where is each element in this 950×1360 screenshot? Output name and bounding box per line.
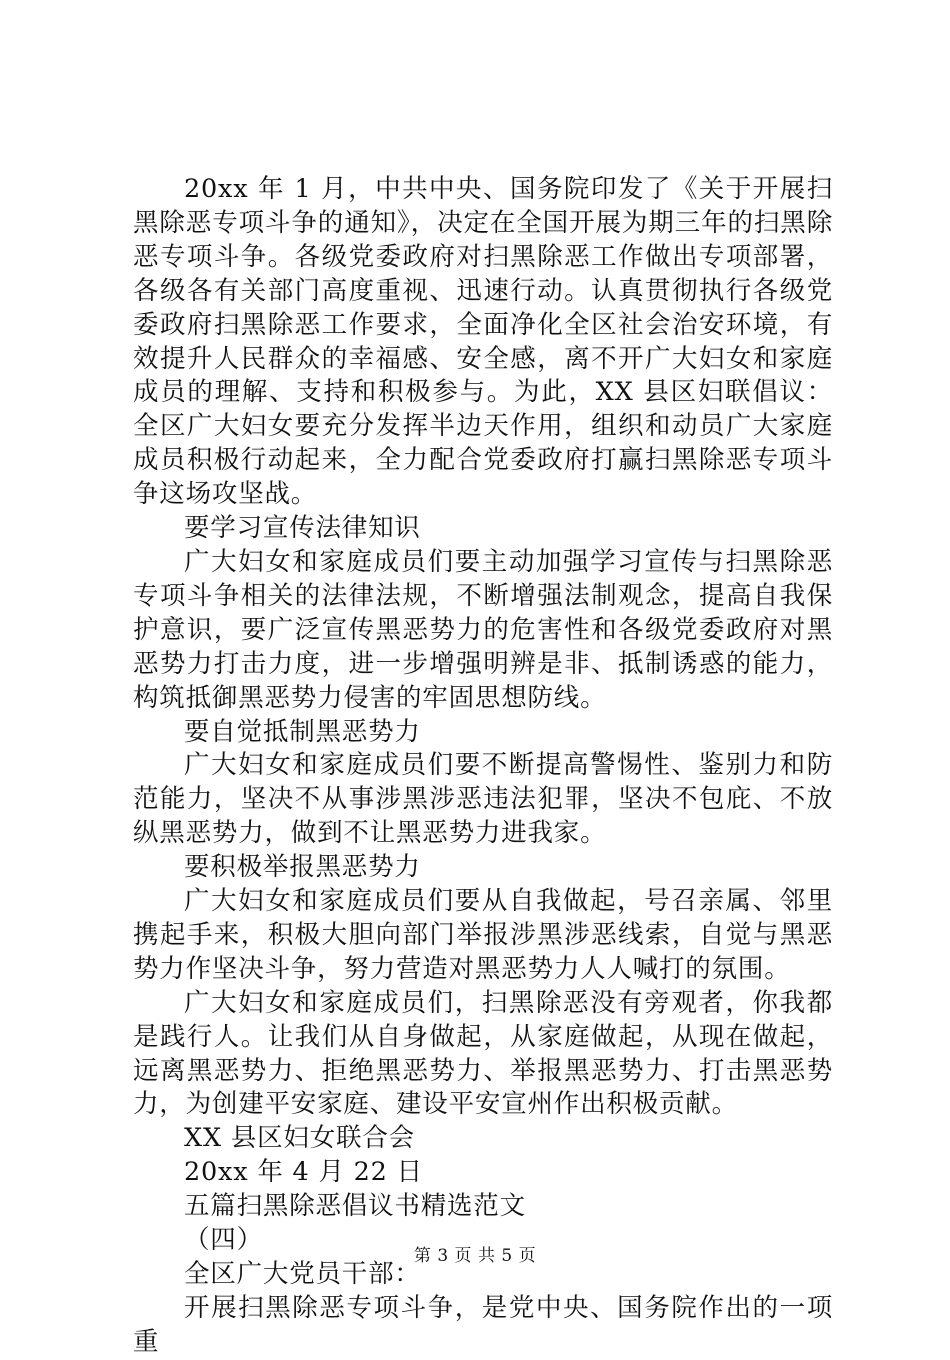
heading-resist: 要自觉抵制黑恶势力 [184, 716, 421, 747]
page-footer: 第 3 页 共 5 页 [413, 1246, 537, 1266]
signature-date: 20xx 年 4 月 22 日 [184, 1157, 423, 1188]
heading-report: 要积极举报黑恶势力 [184, 852, 421, 883]
salutation: 全区广大党员干部： [184, 1259, 421, 1289]
paragraph-report: 广大妇女和家庭成员们要从自我做起，号召亲属、邻里携起手来，积极大胆向部门举报涉黑涉恶线索，自觉与黑恶势力作坚决斗争，努力营造对黑恶势力人人喊打的氛围。 [133, 886, 833, 984]
paragraph-resist: 广大妇女和家庭成员们要不断提高警惕性、鉴别力和防范能力，坚决不从事涉黑涉恶违法犯罪，坚决不包庇、不放纵黑恶势力，做到不让黑恶势力进我家。 [133, 750, 833, 849]
paragraph-closing: 广大妇女和家庭成员们，扫黑除恶没有旁观者，你我都是践行人。让我们从自身做起，从家庭做起，从现在做起，远离黑恶势力、拒绝黑恶势力、举报黑恶势力、打击黑恶势力，为创建平安家庭、建设平安宣州作出积极贡献。 [133, 987, 833, 1120]
section-title: 五篇扫黑除恶倡议书精选范文 [184, 1191, 526, 1222]
paragraph-study-law: 广大妇女和家庭成员们要主动加强学习宣传与扫黑除恶专项斗争相关的法律法规，不断增强法制观念，提高自我保护意识，要广泛宣传黑恶势力的危害性和各级党委政府对黑恶势力打击力度，进一步增强明辨是非、抵制诱惑的能力，构筑抵御黑恶势力侵害的牢固思想防线。 [133, 546, 833, 713]
document-body [133, 173, 833, 1360]
signature-organization: XX 县区妇女联合会 [184, 1123, 415, 1154]
paragraph-continued: 开展扫黑除恶专项斗争，是党中央、国务院作出的一项重 [133, 1292, 833, 1357]
heading-study-law: 要学习宣传法律知识 [184, 513, 421, 544]
section-number: （四） [184, 1225, 263, 1256]
paragraph-intro: 20xx 年 1 月，中共中央、国务院印发了《关于开展扫黑除恶专项斗争的通知》，决定在全国开展为期三年的扫黑除恶专项斗争。各级党委政府对扫黑除恶工作做出专项部署，各级各有关部门高度重视、迅速行动。认真贯彻执行各级党委政府扫黑除恶工作要求，全面净化全区社会治安环境，有效提升人民群众的幸福感、安全感，离不开广大妇女和家庭成员的理解、支持和积极参与。为此，XX 县区妇联倡议：全区广大妇女要充分发挥半边天作用，组织和动员广大家庭成员积极行动起来，全力配合党委政府打赢扫黑除恶专项斗争这场攻坚战。 [133, 174, 833, 510]
